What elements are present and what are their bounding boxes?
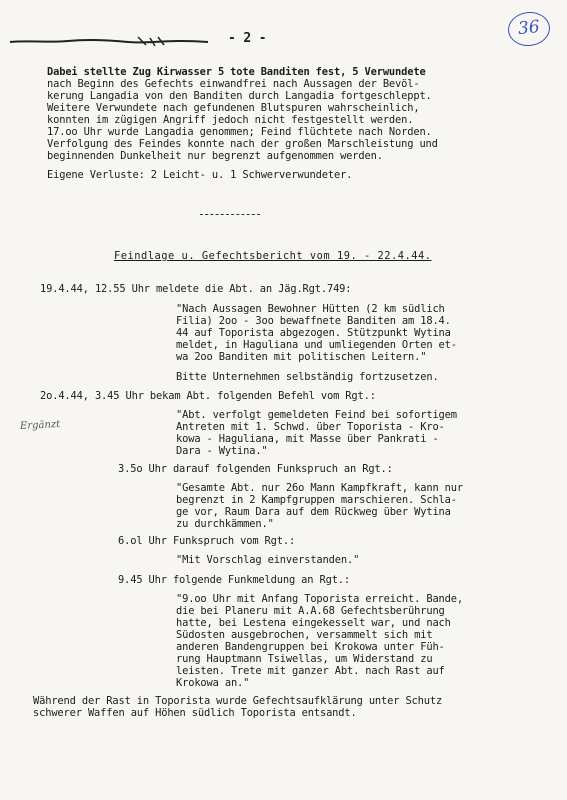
paragraph-line: Dabei stellte Zug Kirwasser 5 tote Banditen fest, 5 Verwundete (47, 66, 426, 78)
log-entry: 6.ol Uhr Funkspruch vom Rgt.: (118, 535, 296, 547)
radio-reply-line: "Mit Vorschlag einverstanden." (176, 554, 360, 566)
radio-message-line: ge vor, Raum Dara auf dem Rückweg über Wytina (176, 506, 451, 518)
request-line: Bitte Unternehmen selbständig fortzusetzen. (176, 371, 439, 383)
log-entry: 3.5o Uhr darauf folgenden Funkspruch an Rgt.: (118, 463, 393, 475)
paragraph-line: Weitere Verwundete nach gefundenen Blutspuren wahrscheinlich, (47, 102, 420, 114)
radio-report-line: Krokowa an." (176, 677, 250, 689)
page-number: - 2 - (228, 31, 267, 46)
radio-message-line: "Gesamte Abt. nur 26o Mann Kampfkraft, kann nur (176, 482, 463, 494)
quoted-report-line: wa 2oo Banditen mit politischen Leitern." (176, 351, 427, 363)
margin-handwriting: Ergänzt (19, 418, 61, 433)
quoted-report-line: Filia) 2oo - 3oo bewaffnete Banditen am 18.4. (176, 315, 451, 327)
log-entry: 2o.4.44, 3.45 Uhr bekam Abt. folgenden Befehl vom Rgt.: (40, 390, 376, 402)
radio-report-line: "9.oo Uhr mit Anfang Toporista erreicht. Bande, (176, 593, 463, 605)
radio-report-line: rung Hauptmann Tsiwellas, um Widerstand zu (176, 653, 433, 665)
quoted-report-line: "Nach Aussagen Bewohner Hütten (2 km südlich (176, 303, 445, 315)
radio-report-line: die bei Planeru mit A.A.68 Gefechtsberührung (176, 605, 445, 617)
own-losses: Eigene Verluste: 2 Leicht- u. 1 Schwerverwundeter. (47, 169, 353, 181)
quoted-report-line: 44 auf Toporista abgezogen. Stützpunkt Wytina (176, 327, 451, 339)
log-entry: 9.45 Uhr folgende Funkmeldung an Rgt.: (118, 574, 351, 586)
archive-stamp: 36 (506, 10, 551, 48)
log-entry: 19.4.44, 12.55 Uhr meldete die Abt. an Jäg.Rgt.749: (40, 283, 352, 295)
radio-message-line: begrenzt in 2 Kampfgruppen marschieren. Schla- (176, 494, 457, 506)
radio-message-line: zu durchkämmen." (176, 518, 274, 530)
paragraph-line: kerung Langadia von den Banditen durch Langadia fortgeschleppt. (47, 90, 432, 102)
paragraph-line: beginnenden Dunkelheit nur begrenzt aufgenommen werden. (47, 150, 383, 162)
quoted-order-line: Antreten mit 1. Schwd. über Toporista - Kro- (176, 421, 445, 433)
section-divider (200, 214, 260, 215)
radio-report-line: anderen Bandengruppen bei Krokowa unter Füh- (176, 641, 445, 653)
radio-report-line: Südosten ausgebrochen, versammelt sich mit (176, 629, 433, 641)
quoted-order-line: "Abt. verfolgt gemeldeten Feind bei sofortigem (176, 409, 457, 421)
paragraph-line: konnten im zügigen Angriff jedoch nicht festgestellt werden. (47, 114, 414, 126)
paragraph-line: 17.oo Uhr wurde Langadia genommen; Feind flüchtete nach Norden. (47, 126, 432, 138)
radio-report-line: hatte, bei Lestena eingekesselt war, und nach (176, 617, 451, 629)
paragraph-line: Verfolgung des Feindes konnte nach der großen Marschleistung und (47, 138, 438, 150)
quoted-order-line: kowa - Haguliana, mit Masse über Pankrati - (176, 433, 439, 445)
quoted-order-line: Dara - Wytina." (176, 445, 268, 457)
closing-line: Während der Rast in Toporista wurde Gefechtsaufklärung unter Schutz (33, 695, 443, 707)
section-title: Feindlage u. Gefechtsbericht vom 19. - 22.4.44. (114, 250, 432, 262)
header-scribble (8, 34, 213, 48)
paragraph-line: nach Beginn des Gefechts einwandfrei nach Aussagen der Bevöl- (47, 78, 420, 90)
closing-line: schwerer Waffen auf Höhen südlich Toporista entsandt. (33, 707, 357, 719)
quoted-report-line: meldet, in Haguliana und umliegenden Orten et- (176, 339, 457, 351)
radio-report-line: leisten. Trete mit ganzer Abt. nach Rast auf (176, 665, 445, 677)
